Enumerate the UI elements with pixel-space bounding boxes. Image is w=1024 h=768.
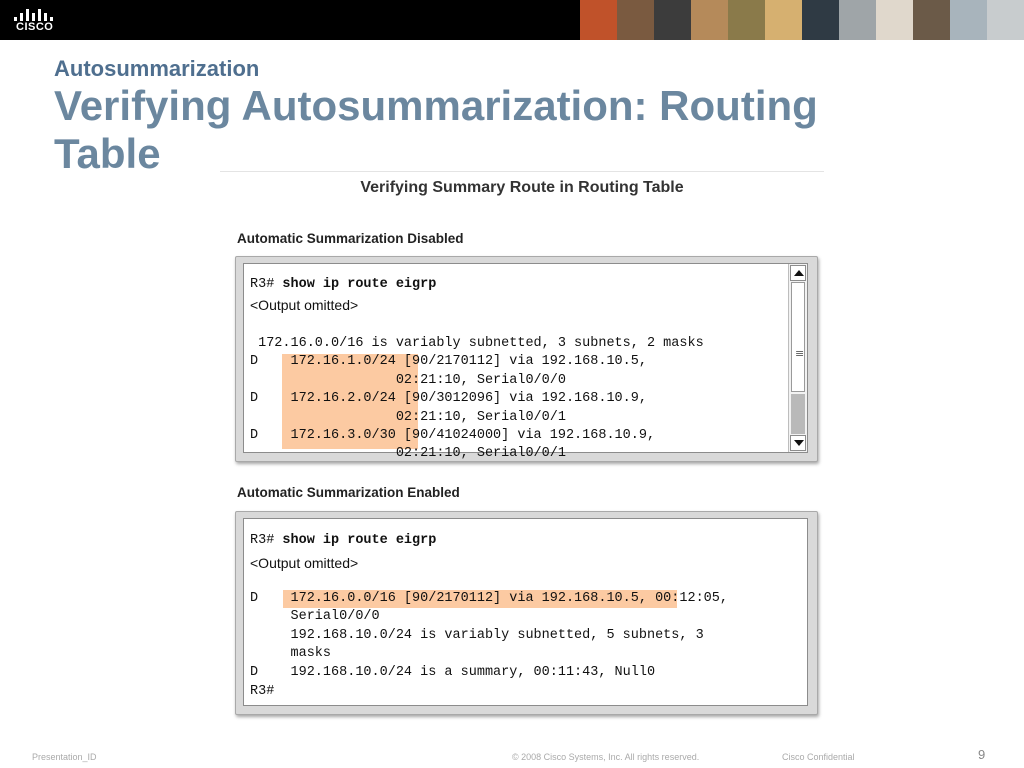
route-line: 02:21:10, Serial0/0/1 [250,410,566,425]
section-label-disabled: Automatic Summarization Disabled [237,231,464,246]
route-line: masks [250,646,332,661]
page-number: 9 [978,747,986,762]
footer-confidential: Cisco Confidential [782,752,855,762]
figure-title: Verifying Summary Route in Routing Table [360,179,684,196]
route-line: Serial0/0/0 [250,609,380,624]
output-omitted: <Output omitted> [250,555,359,571]
slide-subtitle: Autosummarization [54,56,260,81]
header-photo [913,0,950,40]
terminal-panel-disabled [235,256,818,462]
header-photo [580,0,617,40]
slide-title: Verifying Autosummarization: Routing Table [54,82,818,177]
scroll-track[interactable] [791,394,805,434]
output-omitted: <Output omitted> [250,297,359,313]
header-photo [691,0,728,40]
header-photo-strip [580,0,1024,40]
cisco-logo [14,7,60,35]
header-bar [0,0,1024,40]
route-line: 02:21:10, Serial0/0/0 [250,373,566,388]
header-photo [987,0,1024,40]
cisco-wordmark: CISCO [16,21,54,33]
cisco-bars-icon [14,7,60,21]
route-line: D 192.168.10.0/24 is a summary, 00:11:43, Null0 [250,665,656,680]
terminal-screen-enabled[interactable] [243,518,808,706]
arrow-down-icon [794,440,804,446]
arrow-up-icon [794,270,804,276]
terminal-panel-enabled [235,511,818,715]
terminal-screen-disabled[interactable] [243,263,808,461]
header-photo [876,0,913,40]
terminal-scrollbar[interactable] [788,264,807,452]
footer-presentation-id: Presentation_ID [32,752,97,762]
command-line: R3# show ip route eigrp [250,277,437,292]
header-photo [617,0,654,40]
header-photo [950,0,987,40]
scroll-thumb[interactable] [791,282,805,392]
section-label-enabled: Automatic Summarization Enabled [237,485,460,500]
route-line: D 172.16.0.0/16 [90/2170112] via 192.168.10.5, 00:12:05, [250,591,728,606]
header-photo [765,0,802,40]
route-line: D 172.16.2.0/24 [90/3012096] via 192.168.10.9, [250,391,647,406]
route-line: D 172.16.1.0/24 [90/2170112] via 192.168.10.5, [250,354,647,369]
scroll-up-button[interactable] [790,265,806,281]
footer-copyright: © 2008 Cisco Systems, Inc. All rights reserved. [512,752,700,762]
header-photo [654,0,691,40]
route-line: D 172.16.3.0/30 [90/41024000] via 192.168.10.9, [250,428,656,443]
scroll-down-button[interactable] [790,435,806,451]
route-line: 172.16.0.0/16 is variably subnetted, 3 subnets, 2 masks [250,336,704,351]
figure-divider [220,171,824,172]
header-photo [728,0,765,40]
header-photo [802,0,839,40]
command-line: R3# show ip route eigrp [250,533,437,548]
header-photo [839,0,876,40]
grip-icon: ≡ [795,347,805,360]
prompt-line: R3# [250,684,275,699]
route-line: 192.168.10.0/24 is variably subnetted, 5 subnets, 3 [250,628,704,643]
route-line: 02:21:10, Serial0/0/1 [250,446,566,461]
